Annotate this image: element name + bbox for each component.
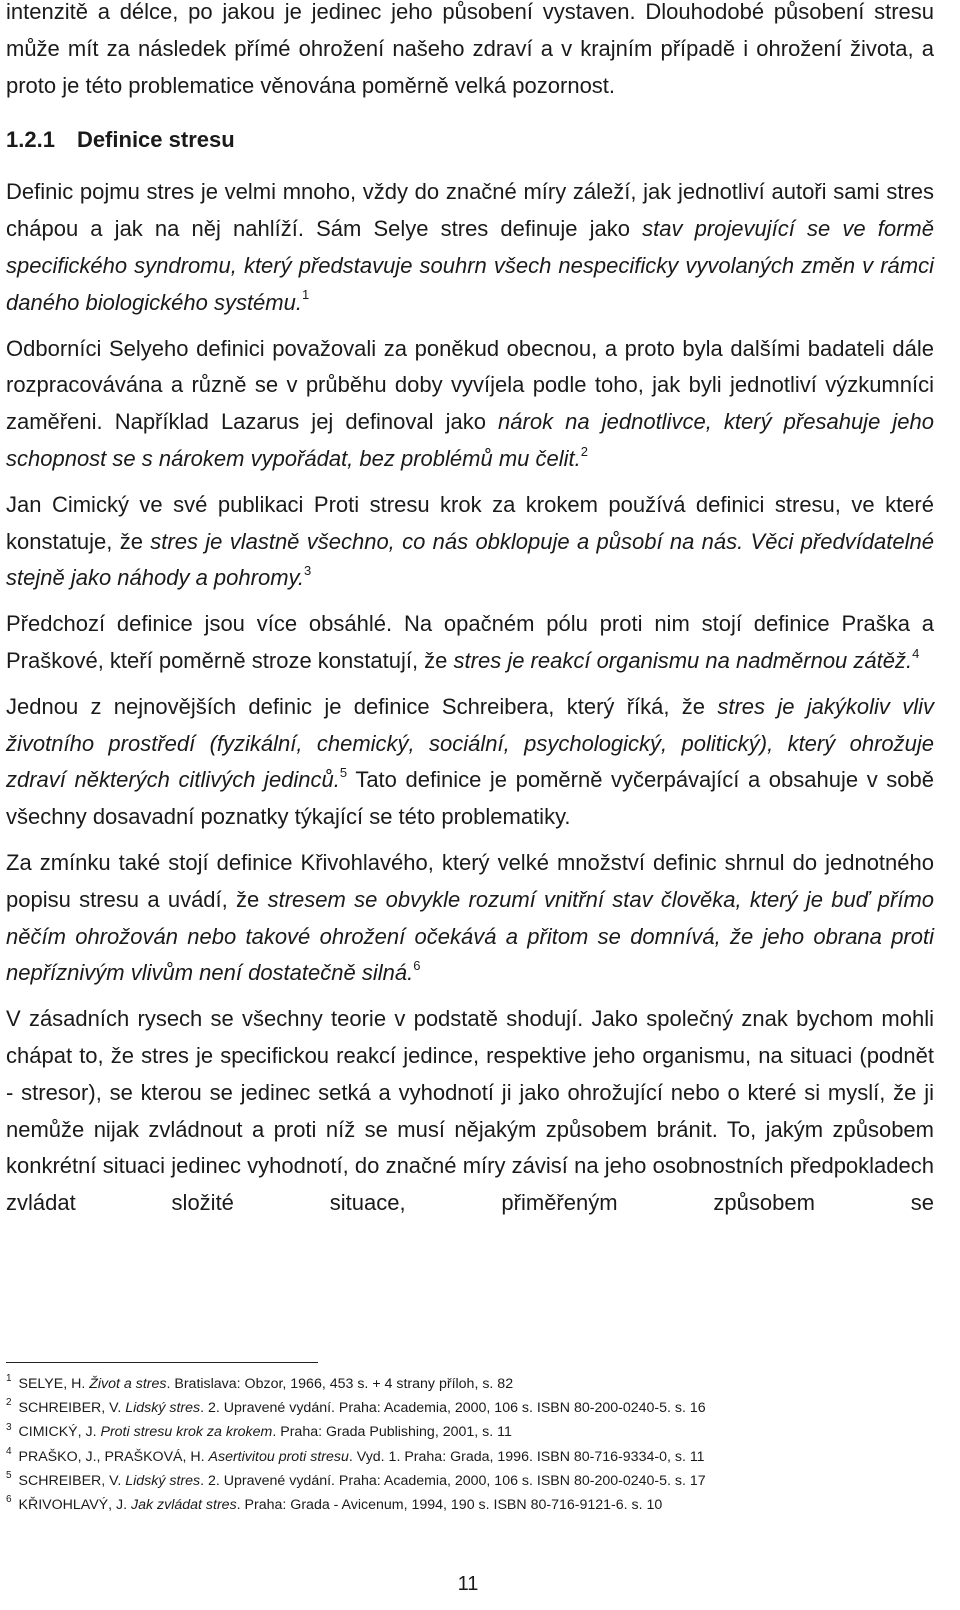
italic-run: Život a stres (89, 1376, 167, 1392)
footnote-ref: 5 (6, 1470, 12, 1482)
text-run: Jednou z nejnovějších definic je definice Schreibera, který říká, že (6, 693, 718, 719)
text-run: SCHREIBER, V. (14, 1400, 126, 1417)
italic-run: stres je jakýkoliv vliv životního prostředí (fyzikální, chemický, sociální, psychologický, politický), který ohrožuje zdraví některých citlivých jedinců. (6, 693, 935, 793)
text-run: PRAŠKO, J., PRAŠKOVÁ, H. (14, 1448, 209, 1465)
paragraph-cimicky (6, 487, 934, 597)
text-run: CIMICKÝ, J. (14, 1424, 101, 1441)
paragraph-schreiber (6, 689, 934, 836)
footnote-3 (6, 1420, 936, 1444)
text-run: . Vyd. 1. Praha: Grada, 1996. ISBN 80-716-9334-0, s. 11 (348, 1448, 705, 1465)
text-run: Definic pojmu stres je velmi mnoho, vždy do značné míry záleží, jak jednotliví autoři sami stres chápou a jak na něj nahlíží. Sám Selye stres definuje jako (6, 179, 934, 242)
text-run: . 2. Upravené vydání. Praha: Academia, 2000, 106 s. ISBN 80-200-0240-5. s. 17 (200, 1472, 706, 1489)
footnote-ref: 3 (6, 1421, 12, 1433)
section-title: Definice stresu (76, 127, 235, 153)
italic-run: nárok na jednotlivce, který přesahuje jeho schopnost se s nárokem vypořádat, bez problémů mu čelit. (6, 409, 934, 471)
text-run: Tato definice je poměrně vyčerpávající a obsahuje v sobě všechny dosavadní poznatky týkající se této problematiky. (6, 767, 934, 830)
italic-run: Lidský stres (125, 1472, 201, 1489)
text-run: Odborníci Selyeho definici považovali za poněkud obecnou, a proto byla dalšími badateli dále rozpracovávána a různě se v průběhu doby vyvíjela podle toho, jak byli jednotliví výzkumníci zaměřeni. Například Lazarus jej definoval jako (6, 335, 934, 435)
text-run: Předchozí definice jsou více obsáhlé. Na opačném pólu proti nim stojí definice Praška a Praškové, kteří poměrně stroze konstatují, že (6, 611, 934, 673)
page-number: 11 (457, 1573, 479, 1595)
footnote-ref: 2 (580, 443, 588, 459)
italic-run: stresem se obvykle rozumí vnitřní stav člověka, který je buď přímo něčím ohrožován nebo takové ohrožení očekává a přitom se domnívá, že jeho obrana proti nepříznivým vlivům není dostatečně silná. (6, 886, 935, 986)
italic-run: stres je vlastně všechno, co nás obklopuje a působí na nás. Věci předvídatelné stejně jako náhody a pohromy. (6, 528, 934, 591)
footnote-ref: 5 (339, 765, 348, 781)
paragraph-krivohlavy (6, 845, 934, 992)
text-run: Za zmínku také stojí definice Křivohlavého, který velké množství definic shrnul do jednotného popisu stresu a uvádí, že (6, 849, 934, 912)
paragraph-prasko (6, 606, 934, 680)
footnote-ref: 2 (6, 1397, 12, 1409)
text-run: V zásadních rysech se všechny teorie v podstatě shodují. Jako společný znak bychom mohli chápat to, že stres je specifickou reakcí jedince, respektive jeho organismu, na situaci (podnět - stresor), se kterou se jedinec setká a vyhodnotí ji jako ohrožující nebo o které si myslí, že ji nemůže nijak zvládnout a proti níž se musí nějakým způsobem bránit. To, jakým způsobem konkrétní situaci jedinec vyhodnotí, do značné míry závisí na jeho osobnostních předpokladech zvládat složité situace, přiměřeným způsobem se (6, 1006, 934, 1216)
footnotes (6, 1372, 936, 1517)
footnote-ref: 3 (304, 563, 312, 579)
text-run: . Praha: Grada - Avicenum, 1994, 190 s. ISBN 80-716-9121-6. s. 10 (236, 1497, 663, 1514)
text-run: . Praha: Grada Publishing, 2001, s. 11 (272, 1424, 512, 1441)
text-run: . 2. Upravené vydání. Praha: Academia, 2000, 106 s. ISBN 80-200-0240-5. s. 16 (200, 1400, 706, 1417)
body-text (6, 0, 934, 1231)
footnote-5 (6, 1469, 936, 1493)
paragraph-lazarus (6, 331, 934, 478)
footnote-ref: 6 (413, 958, 421, 973)
paragraph-summary (6, 1001, 934, 1222)
footnote-ref: 6 (6, 1494, 12, 1506)
text-run: SELYE, H. (14, 1376, 90, 1392)
paragraph-selye (6, 174, 934, 321)
section-number: 1.2.1 (6, 127, 55, 153)
footnote-4 (6, 1445, 936, 1469)
footnote-6 (6, 1493, 936, 1517)
italic-run: stres je reakcí organismu na nadměrnou zátěž. (453, 647, 913, 673)
intro-paragraph (6, 0, 934, 104)
italic-run: stav projevující se ve formě specifického syndromu, který představuje souhrn všech nespecificky vyvolaných změn v rámci daného biologického systému. (6, 216, 934, 315)
footnote-ref: 1 (6, 1373, 12, 1385)
text-run: KŘIVOHLAVÝ, J. (14, 1497, 131, 1514)
footnote-ref: 4 (6, 1445, 12, 1457)
italic-run: Proti stresu krok za krokem (100, 1424, 273, 1441)
text-run: SCHREIBER, V. (14, 1472, 126, 1489)
text-run: . Bratislava: Obzor, 1966, 453 s. + 4 strany příloh, s. 82 (166, 1376, 514, 1392)
text-run: Jan Cimický ve své publikaci Proti stresu krok za krokem používá definici stresu, ve které konstatuje, že (6, 491, 934, 554)
italic-run: Lidský stres (125, 1400, 201, 1417)
italic-run: Asertivitou proti stresu (208, 1448, 349, 1465)
section-heading (6, 122, 934, 158)
footnote-1 (6, 1372, 936, 1396)
italic-run: Jak zvládat stres (131, 1497, 237, 1514)
footnote-ref: 4 (912, 645, 920, 661)
text-run: intenzitě a délce, po jakou je jedinec jeho působení vystaven. Dlouhodobé působení stresu může mít za následek přímé ohrožení našeho zdraví a v krajním případě i ohrožení života, a proto je této problematice věnována poměrně velká pozornost. (6, 0, 934, 98)
footnote-ref: 1 (301, 287, 310, 303)
footnote-separator (6, 1362, 318, 1363)
footnote-2 (6, 1396, 936, 1420)
